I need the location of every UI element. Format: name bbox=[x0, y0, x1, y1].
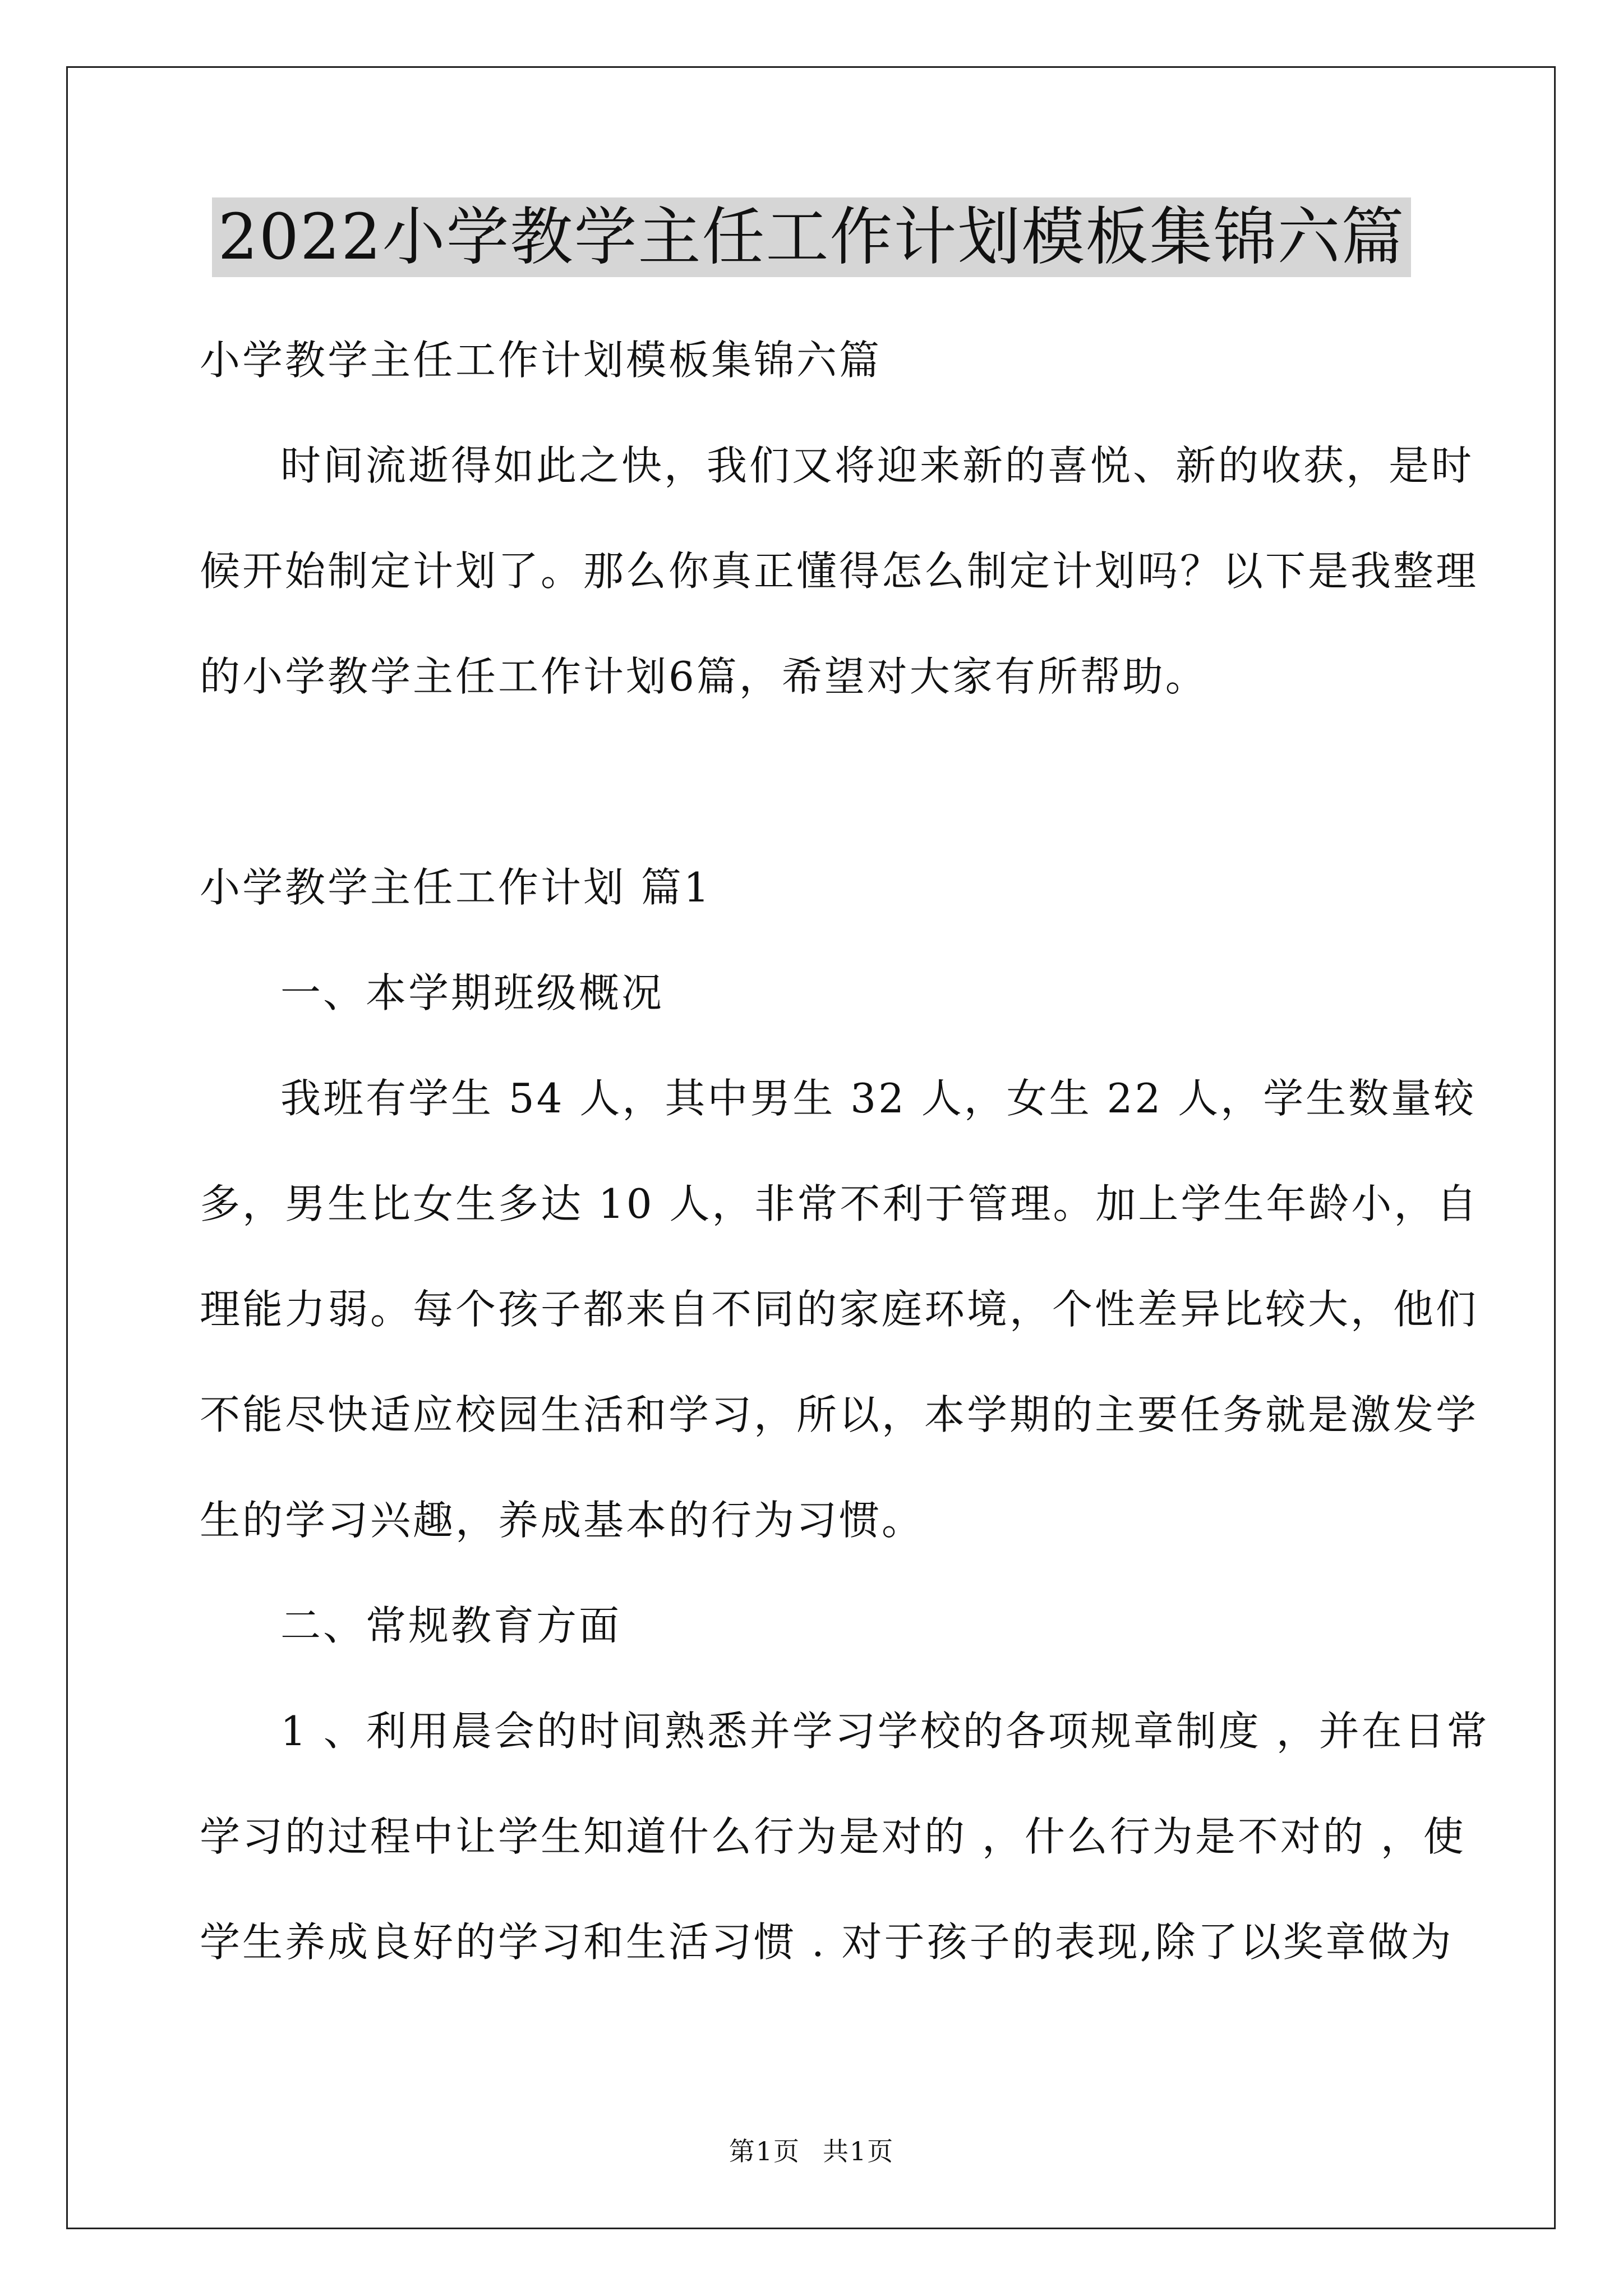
document-title: 2022小学教学主任工作计划模板集锦六篇 bbox=[212, 197, 1410, 277]
paragraph-line: 不能尽快适应校园生活和学习，所以，本学期的主要任务就是激发学 bbox=[200, 1391, 1479, 1438]
intro-line: 的小学教学主任工作计划6篇，希望对大家有所帮助。 bbox=[200, 653, 1208, 700]
paragraph-line: 学习的过程中让学生知道什么行为是对的 ，什么行为是不对的 ，使 bbox=[200, 1813, 1466, 1860]
intro-line: 时间流逝得如此之快，我们又将迎来新的喜悦、新的收获，是时 bbox=[280, 442, 1474, 489]
paragraph-line: 理能力弱。每个孩子都来自不同的家庭环境，个性差异比较大，他们 bbox=[200, 1286, 1479, 1333]
page-footer bbox=[0, 2134, 1623, 2168]
paragraph-line: 生的学习兴趣，养成基本的行为习惯。 bbox=[200, 1497, 925, 1544]
heading-routine-education: 二、常规教育方面 bbox=[280, 1602, 622, 1649]
intro-line: 候开始制定计划了。那么你真正懂得怎么制定计划吗？以下是我整理 bbox=[200, 547, 1479, 595]
spacer bbox=[200, 729, 1428, 835]
title-container bbox=[0, 197, 1623, 277]
section-title: 小学教学主任工作计划 篇1 bbox=[200, 864, 712, 911]
page-total: 共1页 bbox=[823, 2136, 895, 2166]
document-subtitle: 小学教学主任工作计划模板集锦六篇 bbox=[200, 337, 882, 384]
heading-class-overview: 一、本学期班级概况 bbox=[280, 969, 665, 1016]
paragraph-line: 我班有学生 54 人，其中男生 32 人，女生 22 人，学生数量较 bbox=[280, 1075, 1477, 1122]
paragraph-line: 1 、利用晨会的时间熟悉并学习学校的各项规章制度 ，并在日常 bbox=[280, 1708, 1490, 1755]
paragraph-line: 多，男生比女生多达 10 人，非常不利于管理。加上学生年龄小，自 bbox=[200, 1180, 1479, 1227]
paragraph-line: 学生养成良好的学习和生活习惯 . 对于孩子的表现,除了以奖章做为 bbox=[200, 1918, 1454, 1966]
document-body bbox=[200, 307, 1490, 1995]
page-number: 第1页 bbox=[728, 2136, 800, 2166]
